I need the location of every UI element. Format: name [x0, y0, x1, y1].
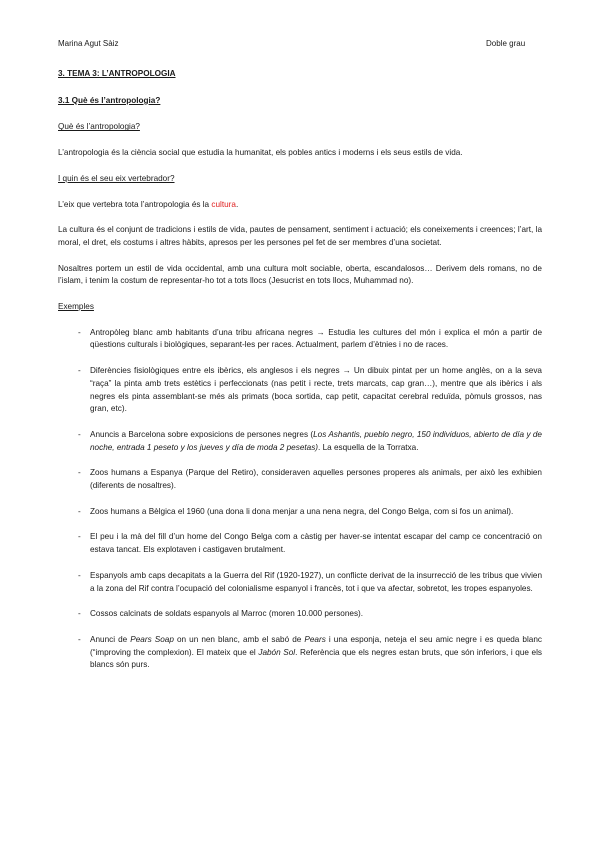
header-degree: Doble grau	[486, 39, 526, 48]
answer-paragraph-2	[58, 199, 542, 212]
examples-list	[58, 327, 542, 672]
example-text: Cossos calcinats de soldats espanyols al Marroc (moren 10.000 persones).	[90, 609, 364, 619]
bullet-dash: -	[78, 366, 81, 376]
example-italic-text: Pears	[304, 634, 326, 644]
example-text: Antropòleg blanc amb habitants d’una tribu africana negres → Estudia les cultures del món i explica el món a partir de qüestions culturals i biològiques, separant-les per races. Actualment, parlem d’ètnies i no de races.	[90, 327, 542, 350]
culture-definition-paragraph: La cultura és el conjunt de tradicions i estils de vida, pautes de pensament, sentiment i actuació; els coneixements i creences; l’art, la moral, el dret, els costums i altres hàbits, apresos per les persones pel fet de ser membres d’una societat.	[58, 225, 542, 247]
document-body	[58, 68, 542, 672]
bullet-dash: -	[78, 327, 81, 337]
example-text: Espanyols amb caps decapitats a la Guerra del Rif (1920-1927), un conflicte derivat de la insurrecció de les tribus que vivien a la zona del Rif contra l’ocupació del colonialisme espanyol i francès, tot i que va afectar, sobretot, les tropes espanyoles.	[90, 570, 542, 593]
example-italic-text: Pears Soap	[130, 634, 174, 644]
example-text: . Referència que els negres estan bruts, que són inferiors, i que els blancs són purs.	[90, 647, 543, 670]
bullet-dash: -	[78, 609, 81, 619]
example-italic-text: Jabón Sol	[258, 647, 296, 657]
example-item	[58, 365, 542, 416]
example-item	[58, 634, 542, 672]
example-item	[58, 570, 542, 595]
example-text: . La esquella de la Torratxa.	[318, 442, 419, 452]
bullet-dash: -	[78, 570, 81, 580]
bullet-dash: -	[78, 532, 81, 542]
bullet-dash: -	[78, 506, 81, 516]
example-item	[58, 429, 542, 454]
bullet-dash: -	[78, 429, 81, 439]
highlight-keyword: cultura	[211, 199, 236, 209]
example-text: Zoos humans a Espanya (Parque del Retiro), consideraven aquelles persones properes als animals, per això les exhibien (diferents de nosaltres).	[90, 468, 542, 491]
section-title: 3. TEMA 3: L’ANTROPOLOGIA	[58, 69, 176, 78]
example-text: Diferències fisiològiques entre els ibèrics, els anglesos i els negres → Un dibuix pintat per un home anglès, on a la seva “raça” la pinta amb trets estètics i perfeccionats (nas petit i recte, trets marcats, cap gran…), mentre que als ibèrics i als negres els pinta assemblant-se més als primats (boca sortida, cap petit, capacitat cerebral reduïda, pòmuls grossos, nas gran, etc).	[90, 366, 542, 414]
answer-text-end: .	[235, 199, 239, 209]
subsection-title: 3.1 Què és l’antropologia?	[58, 95, 161, 105]
example-item	[58, 506, 542, 519]
example-italic-text: Los Ashantis, pueblo negro, 150 individuos, abierto de día y de noche, entrada 1 peseto y los jueves y día de moda 2 pesetas)	[90, 429, 542, 452]
example-item	[58, 327, 542, 352]
example-text: on un nen blanc, amb el sabó de	[173, 634, 305, 644]
example-text: Anunci de	[90, 634, 131, 644]
bullet-dash: -	[78, 468, 81, 478]
answer-paragraph-1: L’antropologia és la ciència social que estudia la humanitat, els pobles antics i moderns i els seus estils de vida.	[58, 148, 463, 158]
example-text: Anuncis a Barcelona sobre exposicions de persones negres (	[90, 429, 314, 439]
example-item	[58, 608, 542, 621]
question-heading-2: I quin és el seu eix vertebrador?	[58, 173, 175, 183]
answer-text: L’eix que vertebra tota l’antropologia és la	[58, 199, 212, 209]
example-item	[58, 467, 542, 492]
header-author: Marina Agut Sàiz	[58, 39, 119, 48]
examples-heading: Exemples	[58, 302, 94, 312]
example-text: El peu i la mà del fill d’un home del Congo Belga com a càstig per haver-se intentat escapar del camp ce concentració on estava tancat. Els explotaven i castigaven brutalment.	[90, 532, 542, 555]
bullet-dash: -	[78, 634, 81, 644]
question-heading-1: Què és l’antropologia?	[58, 122, 140, 132]
western-culture-paragraph: Nosaltres portem un estil de vida occidental, amb una cultura molt sociable, oberta, escandalosos… Derivem dels romans, no de l’islam, i tenim la costum de representar-ho tot a tots llocs (Jesucrist en tots llocs, Muhammad no).	[58, 263, 542, 286]
example-text: Zoos humans a Bèlgica el 1960 (una dona li dona menjar a una nena negra, del Congo Belga, com si fos un animal).	[90, 506, 514, 516]
example-text: i una esponja, neteja el seu amic negre i es queda blanc (“improving the complexion). El mateix que el	[90, 634, 543, 657]
example-item	[58, 531, 542, 556]
